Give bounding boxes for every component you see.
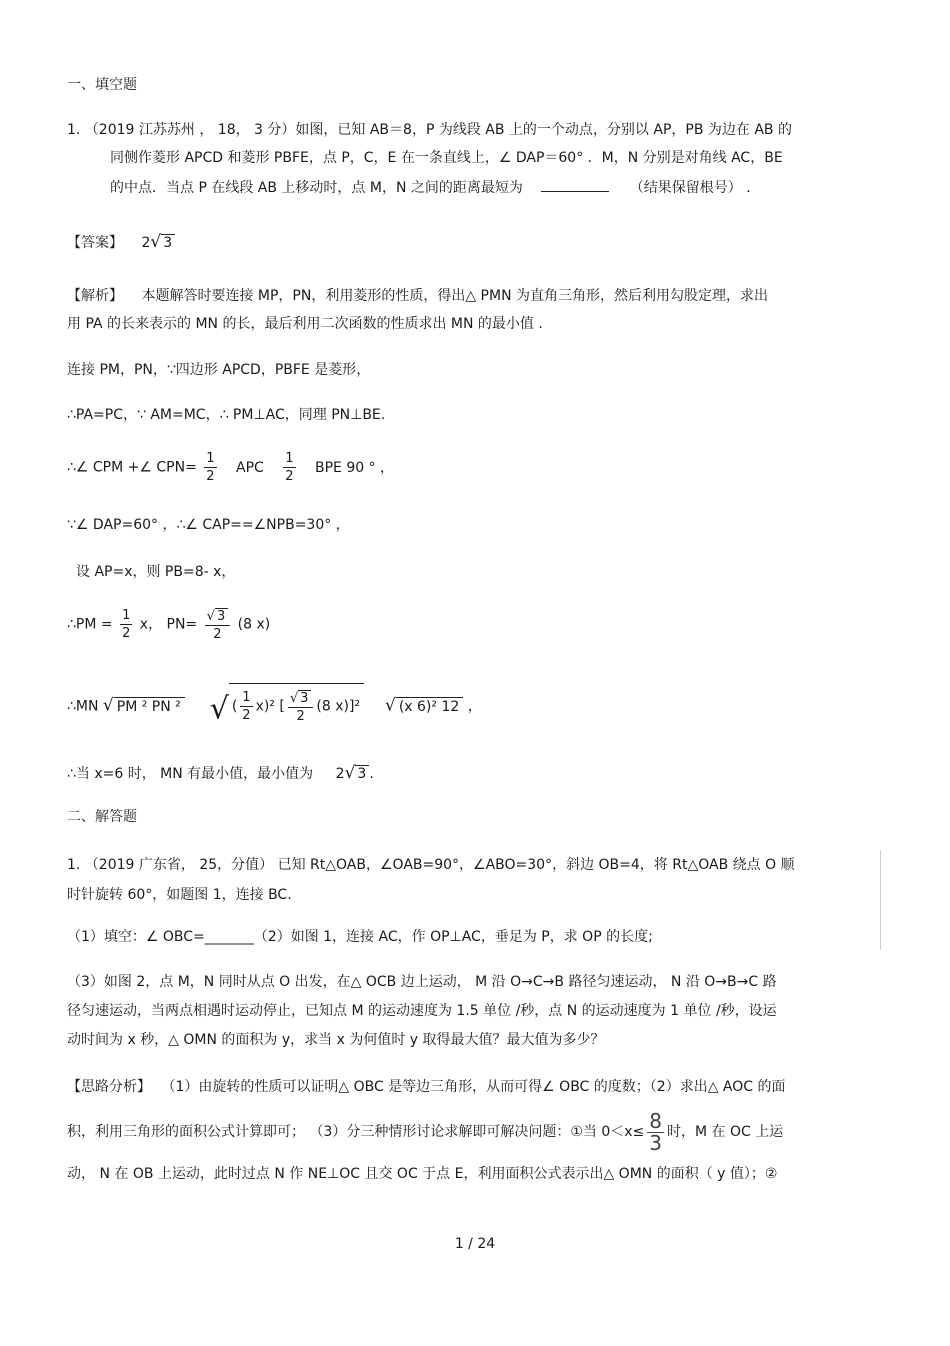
- thinking-text-2b: 时，M 在 OC 上运: [667, 1124, 784, 1140]
- big-sqrt-icon: √: [209, 691, 229, 727]
- fraction-num: [288, 690, 314, 708]
- section-heading-answer-problems: 二、解答题: [67, 809, 137, 825]
- fraction-num: [205, 608, 231, 626]
- step-7-end: ，: [467, 698, 482, 715]
- q1-line-2: 同侧作菱形 APCD 和菱形 PBFE，点 P，C，E 在一条直线上，∠ DAP＝60° ．M，N 分别是对角线 AC，BE: [110, 150, 783, 166]
- step-7-pre: ∴MN: [67, 698, 99, 715]
- answer-radicand: 3: [161, 234, 175, 250]
- step-5: 设 AP=x，则 PB=8- x，: [76, 564, 236, 580]
- radicand-2-end: (8 x)]²: [316, 698, 361, 715]
- fraction-den: 2: [296, 709, 305, 724]
- step-3-mid-2: BPE 90 ° ，: [314, 459, 395, 476]
- q1-line-1: 1. （2019 江苏苏州 ， 18， 3 分）如图，已知 AB＝8，P 为线段 AB 上的一个动点，分别以 AP，PB 为边在 AB 的: [67, 122, 792, 138]
- fraction-den: 3: [649, 1131, 663, 1155]
- fraction-den: 2: [285, 469, 294, 484]
- step-3-pre: ∴∠ CPM +∠ CPN=: [67, 459, 197, 476]
- step-3: [67, 452, 394, 483]
- fraction: [240, 691, 252, 722]
- section-heading-fill-blank: 一、填空题: [67, 77, 137, 93]
- thinking-label: 【思路分析】: [67, 1079, 151, 1095]
- q2-line-5: 径匀速运动，当两点相遇时运动停止，已知点 M 的运动速度为 1.5 单位 /秒，点 N 的运动速度为 1 单位 /秒，设运: [67, 1003, 777, 1019]
- radicand: 3: [215, 608, 228, 623]
- fraction-den: 2: [122, 626, 131, 641]
- step-8: [67, 765, 374, 782]
- thinking-line-3: 动， N 在 OB 上运动，此时过点 N 作 NE⊥OC 且交 OC 于点 E，利用面积公式表示出△ OMN 的面积（ y 值）；②: [67, 1166, 778, 1182]
- q2-line-3: （1）填空：∠ OBC=_______（2）如图 1，连接 AC，作 OP⊥AC，垂足为 P，求 OP 的长度;: [67, 929, 653, 945]
- fraction-eight-thirds: [647, 1111, 664, 1153]
- sqrt-icon: √: [289, 691, 299, 706]
- fraction-num: 1: [242, 690, 251, 705]
- fraction: [288, 690, 314, 723]
- radicand: 3: [298, 690, 311, 705]
- thinking-line-1: [67, 1080, 785, 1094]
- radicand-2-open: (: [231, 698, 238, 715]
- thinking-line-2: [67, 1111, 783, 1153]
- fraction: [283, 452, 295, 483]
- step-6-mid: x， PN=: [139, 616, 198, 633]
- radicand-2-mid: x)² [: [255, 698, 285, 715]
- answer-blank: [541, 179, 609, 192]
- sqrt-icon: √: [344, 763, 356, 783]
- page-number: 1 / 24: [454, 1236, 496, 1252]
- q2-line-6: 动时间为 x 秒，△ OMN 的面积为 y，求当 x 为何值时 y 取得最大值？最大值为多少？: [67, 1032, 605, 1048]
- fraction-den: 2: [213, 627, 222, 642]
- analysis-line-1: [67, 289, 768, 303]
- fraction-num: 8: [649, 1109, 663, 1133]
- q2-line-4: （3）如图 2，点 M，N 同时从点 O 出发，在△ OCB 边上运动， M 沿 O→C→B 路径匀速运动， N 沿 O→B→C 路: [67, 974, 777, 990]
- step-3-mid-1: APC: [236, 459, 264, 476]
- radicand-2: [229, 683, 364, 723]
- q1-line-3-tail: （结果保留根号） ．: [629, 180, 761, 196]
- fraction: [204, 452, 216, 483]
- radicand-3: (x 6)² 12: [396, 697, 463, 714]
- fraction-num: 1: [206, 451, 215, 466]
- q1-line-3-text: 的中点．当点 P 在线段 AB 上移动时，点 M，N 之间的距离最短为: [110, 180, 523, 196]
- step-7: [67, 683, 482, 725]
- analysis-text-1: 本题解答时要连接 MP，PN，利用菱形的性质，得出△ PMN 为直角三角形，然后利用勾股定理，求出: [141, 288, 768, 304]
- sqrt-icon: √: [150, 232, 162, 252]
- answer-line: [67, 234, 175, 251]
- step-1: 连接 PM，PN，∵四边形 APCD，PBFE 是菱形，: [67, 362, 371, 378]
- answer-coef: 2: [141, 235, 151, 251]
- step-8-end: .: [369, 766, 374, 782]
- fraction-den: 2: [242, 708, 251, 723]
- fraction-num: 1: [285, 451, 294, 466]
- q1-line-3: [110, 179, 760, 195]
- step-6-pre: ∴PM =: [67, 616, 113, 633]
- step-8-pre: ∴当 x=6 时， MN 有最小值，最小值为: [67, 766, 314, 782]
- step-6: [67, 608, 270, 641]
- thinking-text-2a: 积，利用三角形的面积公式计算即可； （3）分三种情形讨论求解即可解决问题：①当 0＜x≤: [67, 1124, 645, 1140]
- step-6-end: (8 x): [237, 616, 271, 633]
- step-8-coef: 2: [335, 766, 345, 782]
- step-4: ∵∠ DAP=60° ，∴∠ CAP==∠NPB=30° ，: [67, 517, 350, 533]
- fraction-den: 2: [206, 469, 215, 484]
- sqrt-icon: √: [206, 609, 215, 624]
- thinking-text-1: （1）由旋转的性质可以证明△ OBC 是等边三角形，从而可得∠ OBC 的度数；（2）求出△ AOC 的面: [161, 1079, 786, 1095]
- answer-label: 【答案】: [67, 235, 123, 251]
- fraction: [120, 609, 132, 640]
- analysis-line-2: 用 PA 的长来表示的 MN 的长，最后利用二次函数的性质求出 MN 的最小值 .: [67, 316, 543, 332]
- q2-line-1: 1. （2019 广东省， 25，分值） 已知 Rt△OAB，∠OAB=90°，∠ABO=30°，斜边 OB=4，将 Rt△OAB 绕点 O 顺: [67, 857, 795, 873]
- sqrt-icon: √: [384, 695, 396, 716]
- fraction: [205, 608, 231, 641]
- radicand-1: PM ² PN ²: [114, 697, 185, 714]
- q2-line-2: 时针旋转 60°，如题图 1，连接 BC.: [67, 887, 292, 903]
- fraction-num: 1: [122, 608, 131, 623]
- step-8-radicand: 3: [355, 765, 369, 781]
- sqrt-icon: √: [102, 695, 114, 716]
- analysis-label: 【解析】: [67, 288, 123, 304]
- margin-rule: [880, 850, 881, 950]
- step-2: ∴PA=PC，∵ AM=MC，∴ PM⊥AC，同理 PN⊥BE.: [67, 407, 386, 423]
